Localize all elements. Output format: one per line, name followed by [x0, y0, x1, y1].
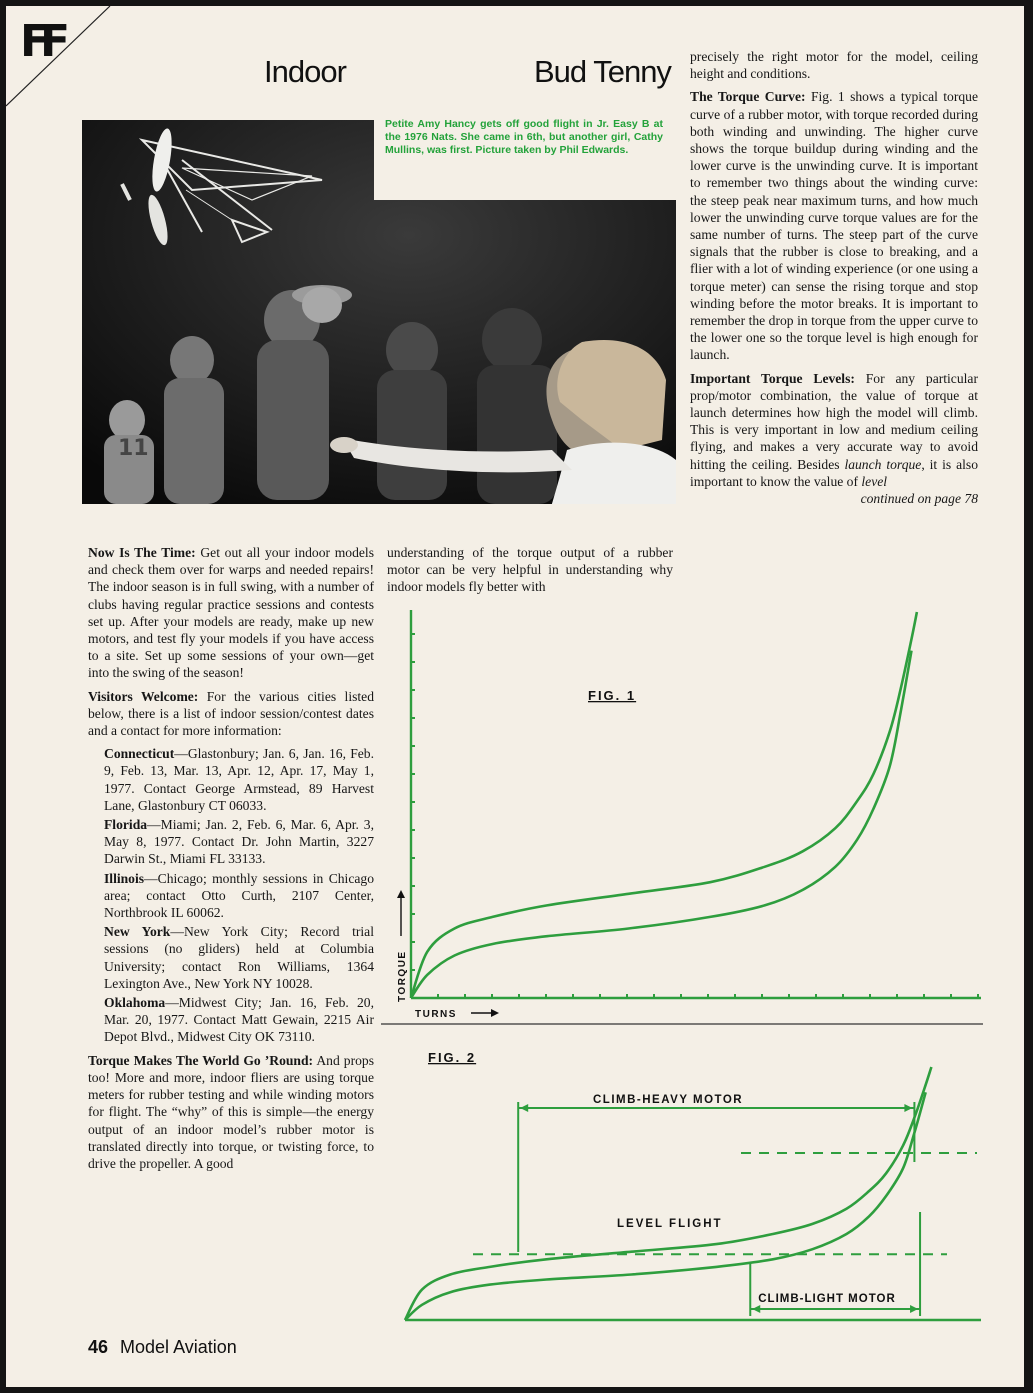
figure-1	[397, 610, 981, 1020]
right-column	[690, 48, 978, 513]
photo-caption: Petite Amy Hancy gets off good flight in Jr. Easy B at the 1976 Nats. She came in 6th, but another girl, Cathy Mullins, was first. Picture taken by Phil Edwards.	[385, 118, 663, 156]
arrow-head	[904, 1104, 912, 1112]
paragraph-torque-curve	[690, 88, 978, 363]
curve-unwinding	[405, 1092, 926, 1320]
paragraph-body: And props too! More and more, indoor fliers are using torque meters for rubber testing and while winding motors for flight. The “why” of this is simple—the energy output of an indoor model’s rubber motor is translated directly into torque, or twisting force, to drive the propeller. A good	[88, 1052, 374, 1171]
author-name: Bud Tenny	[534, 54, 671, 89]
arrow-head	[520, 1104, 528, 1112]
run-in-head: Now Is The Time:	[88, 545, 196, 560]
paragraph-body: Fig. 1 shows a typical torque curve of a rubber motor, with torque recorded during both winding and unwinding. The higher curve shows the torque buildup during winding and the lower curve is the unwinding curve. It is important to remember two things about the winding curve: the steep peak near maximum turns, and how much lower the unwinding curve torque values are for the same number of turns. The steep part of the curve signals that the rubber is close to breaking, and a flier with a lot of winding experience (or one using a torque meter) can sense the rising torque and stop winding before the motor breaks. It is important to remember the drop in torque from the upper curve to the lower one so the torque level is high enough for launch.	[690, 89, 978, 363]
curve-unwinding	[411, 651, 912, 998]
label-climb-light: CLIMB-LIGHT MOTOR	[758, 1293, 896, 1305]
paragraph-body: For the various cities listed below, there is a list of indoor session/contest dates and a contact for more information:	[88, 688, 375, 739]
figure-2-title: FIG. 2	[428, 1050, 477, 1065]
logo-diagonal-line	[6, 6, 116, 116]
torque-figures	[381, 602, 985, 1328]
paragraph-important-torque-levels: Important Torque Levels: For any particular prop/motor combination, the value of torque at launch determines how high the model will climb. This is very important in low and medium ceiling flying, and makes a very accurate way to avoid hitting the ceiling. Besides launch torque, it is also important to know the value of level	[690, 370, 978, 489]
paragraph-body: Get out all your indoor models and check them over for warps and needed repairs! The indoor season is in full swing, with a number of clubs having regular practice sessions and contests set up. After your models are ready, make up new motors, and test fly your models if you have access to a site. Set up some sessions of your own—get into the swing of the season!	[88, 545, 374, 681]
continued-note: continued on page 78	[860, 491, 978, 507]
department-title: Indoor	[264, 54, 346, 89]
x-axis-label: TURNS	[415, 1009, 457, 1020]
paragraph-now-is-the-time	[88, 544, 374, 682]
curve-winding	[411, 612, 917, 998]
paragraph-body: understanding of the torque output of a rubber motor can be very helpful in understanding why indoor models fly better with	[387, 545, 673, 595]
magazine-page	[6, 6, 1024, 1387]
ff-logo: FF	[20, 16, 61, 67]
arrow-head	[752, 1305, 760, 1313]
paragraph-intro: precisely the right motor for the model, ceiling height and conditions.	[690, 49, 978, 82]
x-axis-arrow-head	[491, 1009, 499, 1017]
y-axis-label: TORQUE	[397, 950, 408, 1002]
paragraph-torque-makes-world	[88, 1052, 374, 1172]
svg-text:11: 11	[118, 436, 149, 461]
run-in-head: The Torque Curve:	[690, 89, 806, 105]
label-level-flight: LEVEL FLIGHT	[617, 1218, 723, 1230]
label-climb-heavy: CLIMB-HEAVY MOTOR	[593, 1094, 744, 1106]
arrow-head	[910, 1305, 918, 1313]
page-number: 46	[88, 1337, 109, 1357]
middle-column	[387, 544, 673, 602]
left-column	[88, 544, 374, 1178]
run-in-head: Important Torque Levels:	[690, 370, 855, 386]
page-footer	[88, 1337, 237, 1358]
figure-2	[405, 1050, 981, 1320]
run-in-head: Torque Makes The World Go ’Round:	[88, 1052, 314, 1068]
contact-entry-illinois: Illinois—Chicago; monthly sessions in Chicago area; contact Otto Curth, 2107 Center, Northbrook IL 60062.	[104, 870, 374, 921]
paragraph-visitors-welcome	[88, 688, 374, 740]
figure-1-title: FIG. 1	[588, 688, 637, 703]
contact-entry-oklahoma: Oklahoma—Midwest City; Jan. 16, Feb. 20, Mar. 20, 1977. Contact Matt Gewain, 2215 Air Depot Blvd., Midwest City OK 73110.	[104, 995, 374, 1045]
photo-girl-launching-model	[82, 120, 676, 504]
contact-entry-connecticut: Connecticut—Glastonbury; Jan. 6, Jan. 16, Feb. 9, Feb. 13, Mar. 13, Apr. 12, Apr. 17, May 1, 1977. Contact George Armstead, 89 Harvest Lane, Glastonbury CT 06033.	[104, 746, 374, 813]
y-axis-arrow-head	[397, 890, 405, 898]
contact-entry-florida: Florida—Miami; Jan. 2, Feb. 6, Mar. 6, Apr. 3, May 8, 1977. Contact Dr. John Martin, 3227 Darwin St., Miami FL 33133.	[104, 817, 374, 867]
contact-entry-new-york: New York—New York City; Record trial sessions (no gliders) held at Columbia University; contact Ron Williams, 1364 Lexington Ave., New York NY 10028.	[104, 924, 374, 991]
magazine-name: Model Aviation	[120, 1337, 237, 1357]
run-in-head: Visitors Welcome:	[88, 688, 199, 704]
